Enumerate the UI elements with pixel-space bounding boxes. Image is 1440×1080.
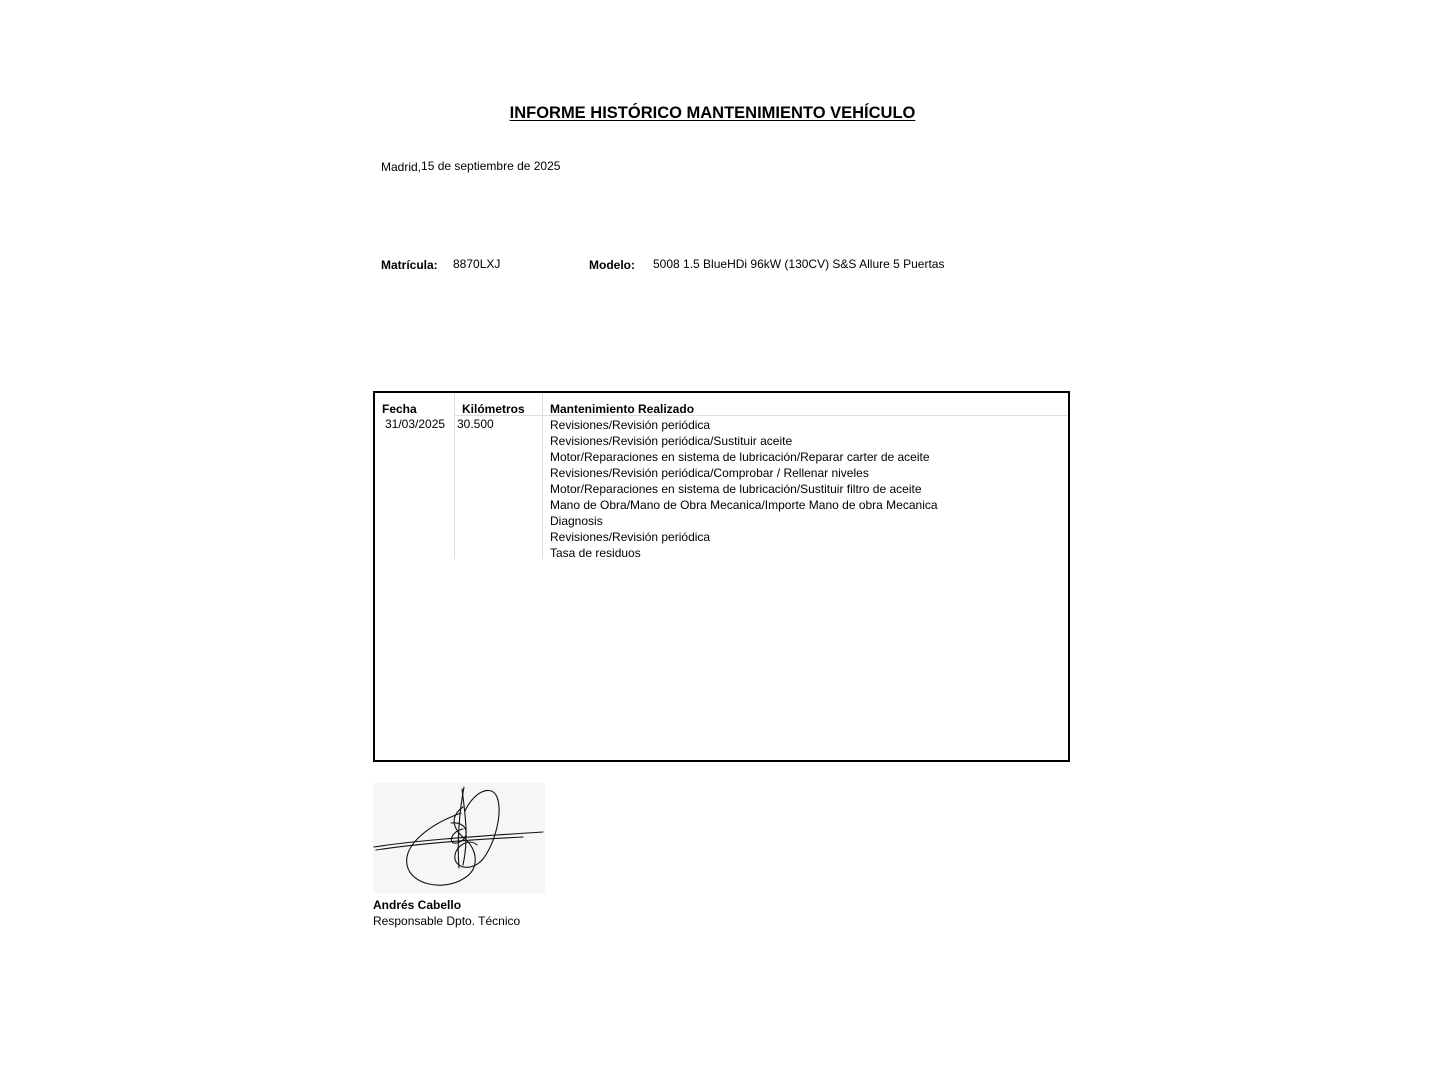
- plate-label: Matrícula:: [381, 258, 438, 272]
- column-header-maintenance: Mantenimiento Realizado: [550, 402, 695, 416]
- maintenance-item: Revisiones/Revisión periódica/Sustituir aceite: [550, 434, 793, 448]
- column-header-date: Fecha: [382, 402, 417, 416]
- maintenance-item: Revisiones/Revisión periódica: [550, 530, 711, 544]
- report-city: Madrid,: [381, 160, 422, 174]
- row-date-cell: 31/03/2025: [385, 417, 446, 431]
- signer-role: Responsable Dpto. Técnico: [373, 914, 521, 928]
- maintenance-item: Revisiones/Revisión periódica: [550, 418, 711, 432]
- place-and-date: [381, 159, 560, 173]
- plate-value: 8870LXJ: [453, 257, 501, 271]
- signature-drawing: [373, 783, 545, 893]
- report-title: INFORME HISTÓRICO MANTENIMIENTO VEHÍCULO: [509, 104, 916, 122]
- maintenance-item: Motor/Reparaciones en sistema de lubricación/Sustituir filtro de aceite: [550, 482, 922, 496]
- column-divider: [454, 393, 455, 559]
- column-divider: [542, 393, 543, 559]
- maintenance-item: Diagnosis: [550, 514, 603, 528]
- model-label: Modelo:: [589, 258, 635, 272]
- report-date: 15 de septiembre de 2025: [421, 159, 561, 173]
- maintenance-item: Revisiones/Revisión periódica/Comprobar / Rellenar niveles: [550, 466, 869, 480]
- row-km-cell: 30.500: [457, 417, 494, 431]
- header-divider: [455, 415, 1068, 416]
- column-header-km: Kilómetros: [462, 402, 525, 416]
- model-value: 5008 1.5 BlueHDi 96kW (130CV) S&S Allure 5 Puertas: [653, 257, 945, 271]
- maintenance-item: Motor/Reparaciones en sistema de lubricación/Reparar carter de aceite: [550, 450, 930, 464]
- signature-image: [373, 783, 545, 893]
- maintenance-items-list: [550, 417, 938, 561]
- signer-name: Andrés Cabello: [373, 898, 462, 912]
- maintenance-item: Tasa de residuos: [550, 546, 641, 560]
- maintenance-item: Mano de Obra/Mano de Obra Mecanica/Importe Mano de obra Mecanica: [550, 498, 938, 512]
- maintenance-table: [373, 391, 1070, 762]
